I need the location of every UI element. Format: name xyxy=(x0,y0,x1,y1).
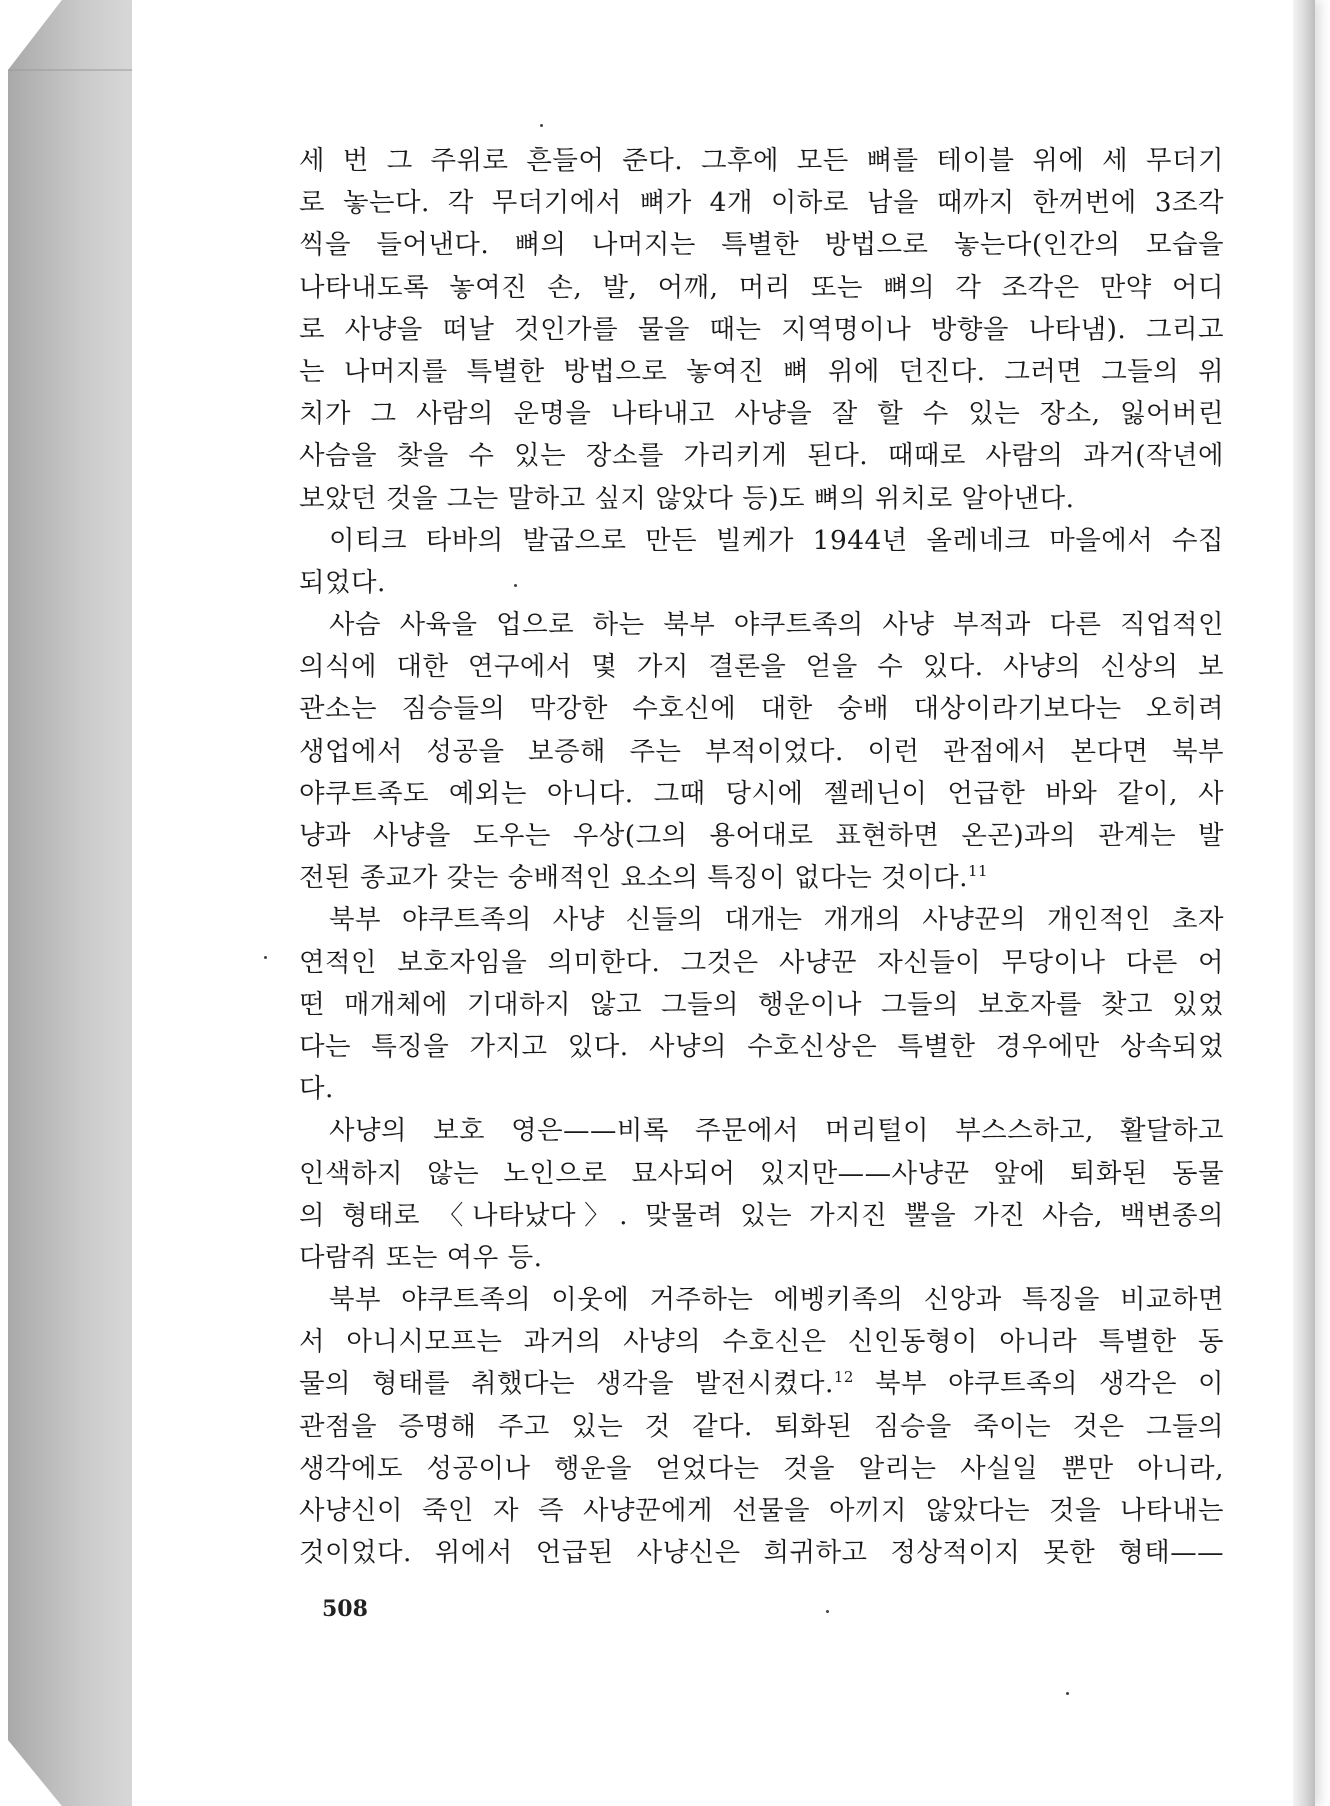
page-number: 508 xyxy=(322,1596,368,1622)
text-line: 보았던 것을 그는 말하고 싶지 않았다 등)도 뼈의 위치로 알아낸다. xyxy=(299,482,1075,514)
text-line: 치가 그 사람의 운명을 나타내고 사냥을 잘 할 수 있는 장소, 잃어버린 xyxy=(299,398,1224,430)
text-line: 물의 형태를 취했다는 생각을 발전시켰다.$^{12}$ 북부 야쿠트족의 생각은 이 xyxy=(299,1368,1224,1400)
text-line: 다는 특징을 가지고 있다. 사냥의 수호신상은 특별한 경우에만 상속되었 xyxy=(299,1030,1224,1062)
text-line: 의식에 대한 연구에서 몇 가지 결론을 얻을 수 있다. 사냥의 신상의 보 xyxy=(299,651,1224,683)
text-line: 사슴 사육을 업으로 하는 북부 야쿠트족의 사냥 부적과 다른 직업적인 xyxy=(329,609,1224,641)
text-line: 는 나머지를 특별한 방법으로 놓여진 뼈 위에 던진다. 그러면 그들의 위 xyxy=(299,355,1224,387)
text-line: 다. xyxy=(299,1073,334,1105)
text-line: 사슴을 찾을 수 있는 장소를 가리키게 된다. 때때로 사람의 과거(작년에 xyxy=(299,440,1224,472)
text-line: 생업에서 성공을 보증해 주는 부적이었다. 이런 관점에서 본다면 북부 xyxy=(299,735,1224,767)
text-line: 서 아니시모프는 과거의 사냥의 수호신은 신인동형이 아니라 특별한 동 xyxy=(299,1326,1224,1358)
text-line: 것이었다. 위에서 언급된 사냥신은 희귀하고 정상적이지 못한 형태—— xyxy=(299,1537,1224,1569)
text-line: 생각에도 성공이나 행운을 얻었다는 것을 알리는 사실일 뿐만 아니라, xyxy=(299,1452,1224,1484)
footnote-ref: 12 xyxy=(833,1368,854,1387)
text-line: 로 놓는다. 각 무더기에서 뼈가 4개 이하로 남을 때까지 한꺼번에 3조각 xyxy=(299,187,1224,219)
text-line: 로 사냥을 떠날 것인가를 물을 때는 지역명이나 방향을 나타냄). 그리고 xyxy=(299,313,1224,345)
text-line: 연적인 보호자임을 의미한다. 그것은 사냥꾼 자신들이 무당이나 다른 어 xyxy=(299,946,1224,978)
text-line: 냥과 사냥을 도우는 우상(그의 용어대로 표현하면 온곤)과의 관계는 발 xyxy=(299,820,1224,851)
text-line: 의 형태로 〈나타났다〉. 맞물려 있는 가지진 뿔을 가진 사슴, 백변종의 xyxy=(299,1199,1224,1231)
print-speck xyxy=(264,956,267,959)
print-speck xyxy=(540,124,543,127)
text-line: 야쿠트족도 예외는 아니다. 그때 당시에 젤레닌이 언급한 바와 같이, 사 xyxy=(299,777,1224,809)
text-line: 세 번 그 주위로 흔들어 준다. 그후에 모든 뼈를 테이블 위에 세 무더기 xyxy=(299,145,1224,176)
text-line: 사냥의 보호 영은——비록 주문에서 머리털이 부스스하고, 활달하고 xyxy=(329,1115,1224,1147)
text-line: 되었다. xyxy=(299,566,386,598)
print-speck xyxy=(826,1610,829,1613)
text-line: 관소는 짐승들의 막강한 수호신에 대한 숭배 대상이라기보다는 오히려 xyxy=(299,693,1224,725)
text-line: 다람쥐 또는 여우 등. xyxy=(299,1241,543,1273)
print-speck xyxy=(1066,1692,1069,1695)
text-line: 씩을 들어낸다. 뼈의 나머지는 특별한 방법으로 놓는다(인간의 모습을 xyxy=(299,229,1224,261)
page-edge xyxy=(1293,0,1315,1806)
text-line: 북부 야쿠트족의 이웃에 거주하는 에벵키족의 신앙과 특징을 비교하면 xyxy=(329,1284,1224,1316)
text-line: 이티크 타바의 발굽으로 만든 빌케가 1944년 올레네크 마을에서 수집 xyxy=(329,524,1224,556)
text-line: 전된 종교가 갖는 숭배적인 요소의 특징이 없다는 것이다.$^{11}$ xyxy=(299,862,989,894)
text-line: 사냥신이 죽인 자 즉 사냥꾼에게 선물을 아끼지 않았다는 것을 나타내는 xyxy=(299,1495,1224,1526)
text-line: 인색하지 않는 노인으로 묘사되어 있지만——사냥꾼 앞에 퇴화된 동물 xyxy=(299,1157,1224,1189)
text-line: 떤 매개체에 기대하지 않고 그들의 행운이나 그들의 보호자를 찾고 있었 xyxy=(299,988,1224,1020)
text-line: 관점을 증명해 주고 있는 것 같다. 퇴화된 짐승을 죽이는 것은 그들의 xyxy=(299,1410,1224,1442)
footnote-ref: 11 xyxy=(967,862,989,881)
print-speck xyxy=(514,584,517,587)
text-line: 나타내도록 놓여진 손, 발, 어깨, 머리 또는 뼈의 각 조각은 만약 어디 xyxy=(299,271,1224,303)
text-line: 북부 야쿠트족의 사냥 신들의 대개는 개개의 사냥꾼의 개인적인 초자 xyxy=(329,904,1224,936)
body-text xyxy=(299,140,1224,1574)
